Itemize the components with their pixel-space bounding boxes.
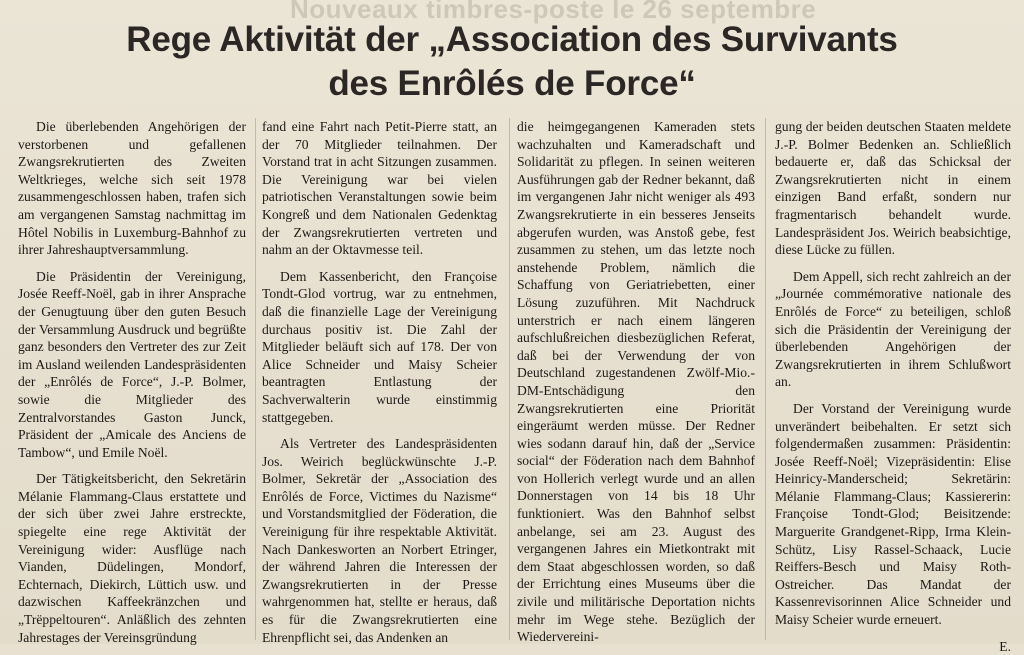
article-headline [40,18,984,106]
headline-line-2: des Enrôlés de Force“ [328,64,696,103]
paragraph: Dem Appell, sich recht zahlreich an der „Journée commémorative nationale des Enrôlés de Force“ zu beteiligen, schloß sich die Präsidentin der Vereinigung der überlebenden Angehörigen der Zwangsrekrutierten in ihrem Schlußwort an. [775,268,1011,390]
paragraph: Dem Kassenbericht, den Françoise Tondt-Glod vortrug, war zu entnehmen, daß die finanzielle Lage der Vereinigung durchaus positiv ist. Die Zahl der Mitglieder beläuft sich auf 178. Der von Alice Schneider und Maisy Scheier beantragten Entlastung der Sachverwalterin wurde einstimmig stattgegeben. [262,268,497,425]
paragraph: Der Tätigkeitsbericht, den Sekretärin Mélanie Flammang-Claus erstattete und der sich über zwei Jahre erstreckte, spiegelte eine rege Aktivität der Vereinigung wider: Ausflüge nach Vianden, Düdelingen, Mondorf, Echternach, Diekirch, Lüttich usw. und dazwischen Kaffeekränzchen und „Trëppeltouren“. Anläßlich des zehnten Jahrestages der Vereinsgründung [18,471,246,645]
paragraph: Der Vorstand der Vereinigung wurde unverändert beibehalten. Er setzt sich folgendermaßen zusammen: Präsidentin: Josée Reeff-Noël; Vizepräsidentin: Elise Heinricy-Manderscheid; Sekretärin: Mélanie Flammang-Claus; Kassiererin: Françoise Tondt-Glod; Beisitzende: Marguerite Grandgenet-Ripp, Irma Klein-Schütz, Lisy Rassel-Schaack, Lucie Reiffers-Besch und Maisy Roth-Ostreicher. Das Mandat der Kassenrevisorinnen Alice Schneider und Maisy Scheier wurde erneuert. [775,400,1011,628]
paragraph: Als Vertreter des Landespräsidenten Jos. Weirich beglückwünschte J.-P. Bolmer, Sekretär der „Association des Enrôlés de Force, Victimes du Nazisme“ und Vorstandsmitglied der Föderation, die Vereinigung für ihre respektable Aktivität. Nach Dankesworten an Norbert Etringer, der während Jahren die Interessen der Zwangsrekrutierten in der Presse wahrgenommen hat, stellte er heraus, daß es für die Zwangsrekrutierten eine Ehrenpflicht sei, das Andenken an [262,436,497,645]
paragraph: fand eine Fahrt nach Petit-Pierre statt, an der 70 Mitglieder teilnahmen. Der Vorstand trat in acht Sitzungen zusammen. Die Vereinigung war bei vielen patriotischen Veranstaltungen sowie beim Kongreß und dem Nationalen Gedenktag der Zwangsrekrutierten vertreten und nahm an der Oktavmesse teil. [262,119,497,258]
column-3 [517,118,755,645]
article-body [18,118,1012,654]
paragraph: Die überlebenden Angehörigen der verstorbenen und gefallenen Zwangsrekrutierten des Zweiten Weltkrieges, welche sich seit 1978 zusammengeschlossen haben, trafen sich am vergangenen Samstag nachmittag im Hôtel Nobilis in Luxemburg-Bahnhof zu ihrer Jahreshauptversammlung. [18,119,246,258]
paragraph: Die Präsidentin der Vereinigung, Josée Reeff-Noël, gab in ihrer Ansprache der Genugtuung über den guten Besuch der Versammlung Ausdruck und begrüßte ganz besonders den Vertreter des zur Zeit im Ausland weilenden Landespräsidenten der „Enrôlés de Force“, J.-P. Bolmer, sowie die Mitglieder des Zentralvorstandes Gaston Junck, Präsident der „Amicale des Anciens de Tambow“, und Emile Noël. [18,268,246,460]
bleed-through-text: Nouveaux timbres-poste le 26 septembre [290,0,817,24]
column-1 [18,118,246,645]
column-4 [775,118,1011,654]
paragraph: die heimgegangenen Kameraden stets wachzuhalten und Kameradschaft und Solidarität zu pflegen. In seinen weiteren Ausführungen gab der Redner bekannt, daß im vergangenen Jahr nicht weniger als 493 Zwangsrekrutierte in ein besseres Jenseits abgerufen wurden, was Anstoß gebe, fest zusammen zu stehen, um das letzte noch anstehende Problem, nämlich die Schaffung von Geriatriebetten, einer Lösung zuzuführen. Mit Nachdruck unterstrich er nach einem längeren aufschlußreichen diesbezüglichen Referat, daß bei der Verwendung der von Deutschland zugestandenen Zwölf-Mio.-DM-Entschädigung den Zwangsrekrutierten eine Priorität eingeräumt werden müsse. Der Redner wies sodann darauf hin, daß der „Service social“ der Föderation nach dem Bahnhof von Hollerich verlegt wurde und an allen Donnerstagen von 14 bis 18 Uhr funktioniert. Was den Bahnhof selbst anbelange, sei am 23. August des vergangenen Jahres ein Mietkontrakt mit dem Staat abgeschlossen worden, so daß der Errichtung eines Museums über die zivile und militärische Deportation nichts mehr im Wege stehe. Bezüglich der Wiedervereini- [517,119,755,645]
paragraph: gung der beiden deutschen Staaten meldete J.-P. Bolmer Bedenken an. Schließlich bedauerte er, daß das Schicksal der Zwangsrekrutierten nicht in einem einzigen Band erfaßt, sondern nur fragmentarisch behandelt wurde. Landespräsident Jos. Weirich beabsichtige, diese Lücke zu füllen. [775,119,1011,258]
author-signature: E. [999,638,1011,654]
headline-line-1: Rege Aktivität der „Association des Survivants [126,20,898,59]
column-2 [262,118,497,645]
